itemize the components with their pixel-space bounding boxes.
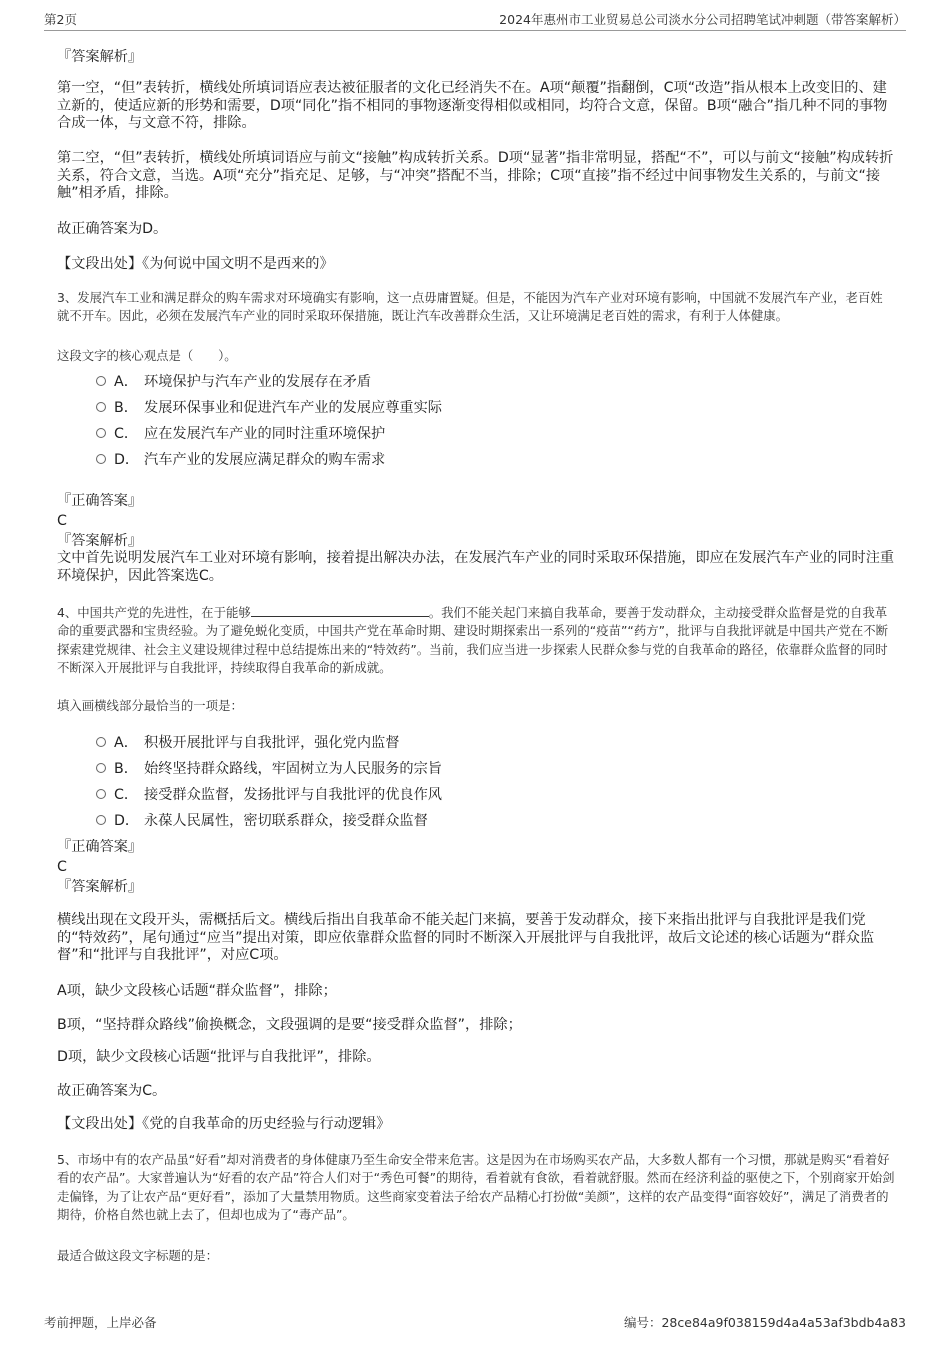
radio-icon[interactable]: [96, 376, 106, 386]
q3-option-a[interactable]: A． 环境保护与汽车产业的发展存在矛盾: [96, 373, 796, 391]
q5-question: 最适合做这段文字标题的是：: [57, 1248, 219, 1263]
document-id: 编号：28ce84a9f038159d4a4a53af3bdb4a83: [623, 1315, 906, 1330]
q3-option-b[interactable]: B． 发展环保事业和促进汽车产业的发展应尊重实际: [96, 399, 796, 417]
q4-option-d[interactable]: D． 永葆人民属性，密切联系群众，接受群众监督: [96, 812, 796, 830]
q4-answer: C: [57, 859, 67, 875]
q3-question: 这段文字的核心观点是（ ）。: [57, 348, 237, 363]
q4-note-b: B项，“坚持群众路线”偷换概念，文段强调的是要“接受群众监督”，排除；: [57, 1017, 522, 1033]
q4-question: 填入画横线部分最恰当的一项是：: [57, 698, 243, 713]
q3-option-c[interactable]: C． 应在发展汽车产业的同时注重环境保护: [96, 425, 796, 443]
radio-icon[interactable]: [96, 737, 106, 747]
radio-icon[interactable]: [96, 815, 106, 825]
q4-answer-label: 『正确答案』: [57, 839, 143, 855]
q4-option-c[interactable]: C． 接受群众监督，发扬批评与自我批评的优良作风: [96, 786, 796, 804]
fill-blank: [251, 603, 429, 617]
q3-stem: 3、发展汽车工业和满足群众的购车需求对环境确实有影响，这一点毋庸置疑。但是，不能因为汽车产业对环境有影响，中国就不发展汽车产业，老百姓就不开车。因此，必须在发展汽车产业的同时采取环保措施，既让汽车改善群众生活，又让环境满足老百姓的需求，有利于人体健康。: [57, 290, 883, 324]
header-divider: [44, 30, 906, 31]
q3-answer: C: [57, 513, 67, 529]
q4-option-b[interactable]: B． 始终坚持群众路线，牢固树立为人民服务的宗旨: [96, 760, 796, 778]
radio-icon[interactable]: [96, 454, 106, 464]
q4-analysis-label: 『答案解析』: [57, 879, 143, 895]
q4-conclusion: 故正确答案为C。: [57, 1083, 167, 1099]
q4-note-a: A项，缺少文段核心话题“群众监督”，排除；: [57, 983, 337, 999]
q3-option-d[interactable]: D． 汽车产业的发展应满足群众的购车需求: [96, 451, 796, 469]
q2-analysis-label: 『答案解析』: [57, 49, 143, 65]
q2-analysis-para1: 第一空，“但”表转折，横线处所填词语应表达被征服者的文化已经消失不在。A项“颠覆”指翻倒，C项“改造”指从根本上改变旧的、建立新的，使适应新的形势和需要，D项“同化”指不相同的事物逐渐变得相似或相同，均符合文意，保留。B项“融合”指几种不同的事物合成一体，与文意不符，排除。: [57, 80, 888, 131]
q5-stem: 5、市场中有的农产品虽“好看”却对消费者的身体健康乃至生命安全带来危害。这是因为在市场购买农产品，大多数人都有一个习惯，那就是购买“看着好看的农产品”。大家普遍认为“好看的农产品”符合人们对于“秀色可餐”的期待，看着就有食欲，看着就舒服。然而在经济利益的驱使之下，个别商家开始剑走偏锋，为了让农产品“更好看”，添加了大量禁用物质。这些商家变着法子给农产品精心打扮做“美颜”，这样的农产品变得“面容姣好”，满足了消费者的期待，价格自然也就上去了，但却也成为了“毒产品”。: [57, 1152, 895, 1222]
footer-slogan: 考前押题，上岸必备: [44, 1315, 157, 1330]
page-footer: [44, 1313, 906, 1333]
q3-answer-label: 『正确答案』: [57, 493, 143, 509]
q3-analysis: 文中首先说明发展汽车工业对环境有影响，接着提出解决办法，在发展汽车产业的同时采取环保措施，即应在发展汽车产业的同时注重环境保护，因此答案选C。: [57, 550, 895, 584]
q4-source: 【文段出处】《党的自我革命的历史经验与行动逻辑》: [57, 1116, 391, 1132]
q3-analysis-label: 『答案解析』: [57, 533, 143, 549]
q4-note-d: D项，缺少文段核心话题“批评与自我批评”，排除。: [57, 1049, 381, 1065]
q4-stem: 4、中国共产党的先进性，在于能够 。我们不能关起门来搞自我革命，要善于发动群众，主动接受群众监督是党的自我革命的重要武器和宝贵经验。为了避免蜕化变质，中国共产党在革命时期、建设时期探索出一系列的“疫苗”“药方”，批评与自我批评就是中国共产党在不断探索建党规律、社会主义建设规律过程中总结提炼出来的“特效药”。当前，我们应当进一步探索人民群众参与党的自我革命的路径，依靠群众监督的同时不断深入开展批评与自我批评，持续取得自我革命的新成就。: [57, 605, 889, 675]
page-number: 第2页: [44, 12, 77, 27]
radio-icon[interactable]: [96, 428, 106, 438]
q4-option-a[interactable]: A． 积极开展批评与自我批评，强化党内监督: [96, 734, 796, 752]
radio-icon[interactable]: [96, 763, 106, 773]
q2-conclusion: 故正确答案为D。: [57, 221, 168, 237]
radio-icon[interactable]: [96, 789, 106, 799]
q2-source: 【文段出处】《为何说中国文明不是西来的》: [57, 256, 334, 272]
radio-icon[interactable]: [96, 402, 106, 412]
page-header: [44, 10, 906, 30]
document-title: 2024年惠州市工业贸易总公司淡水分公司招聘笔试冲刺题（带答案解析）: [499, 12, 906, 27]
q4-analysis: 横线出现在文段开头，需概括后文。横线后指出自我革命不能关起门来搞，要善于发动群众，接下来指出批评与自我批评是我们党的“特效药”，尾句通过“应当”提出对策，即应依靠群众监督的同时不断深入开展批评与自我批评，故后文论述的核心话题为“群众监督”和“批评与自我批评”，对应C项。: [57, 912, 875, 963]
q2-analysis-para2: 第二空，“但”表转折，横线处所填词语应与前文“接触”构成转折关系。D项“显著”指非常明显，搭配“不”，可以与前文“接触”构成转折关系，符合文意，当选。A项“充分”指充足、足够，与“冲突”搭配不当，排除；C项“直接”指不经过中间事物发生关系的，与前文“接触”相矛盾，排除。: [57, 150, 894, 201]
